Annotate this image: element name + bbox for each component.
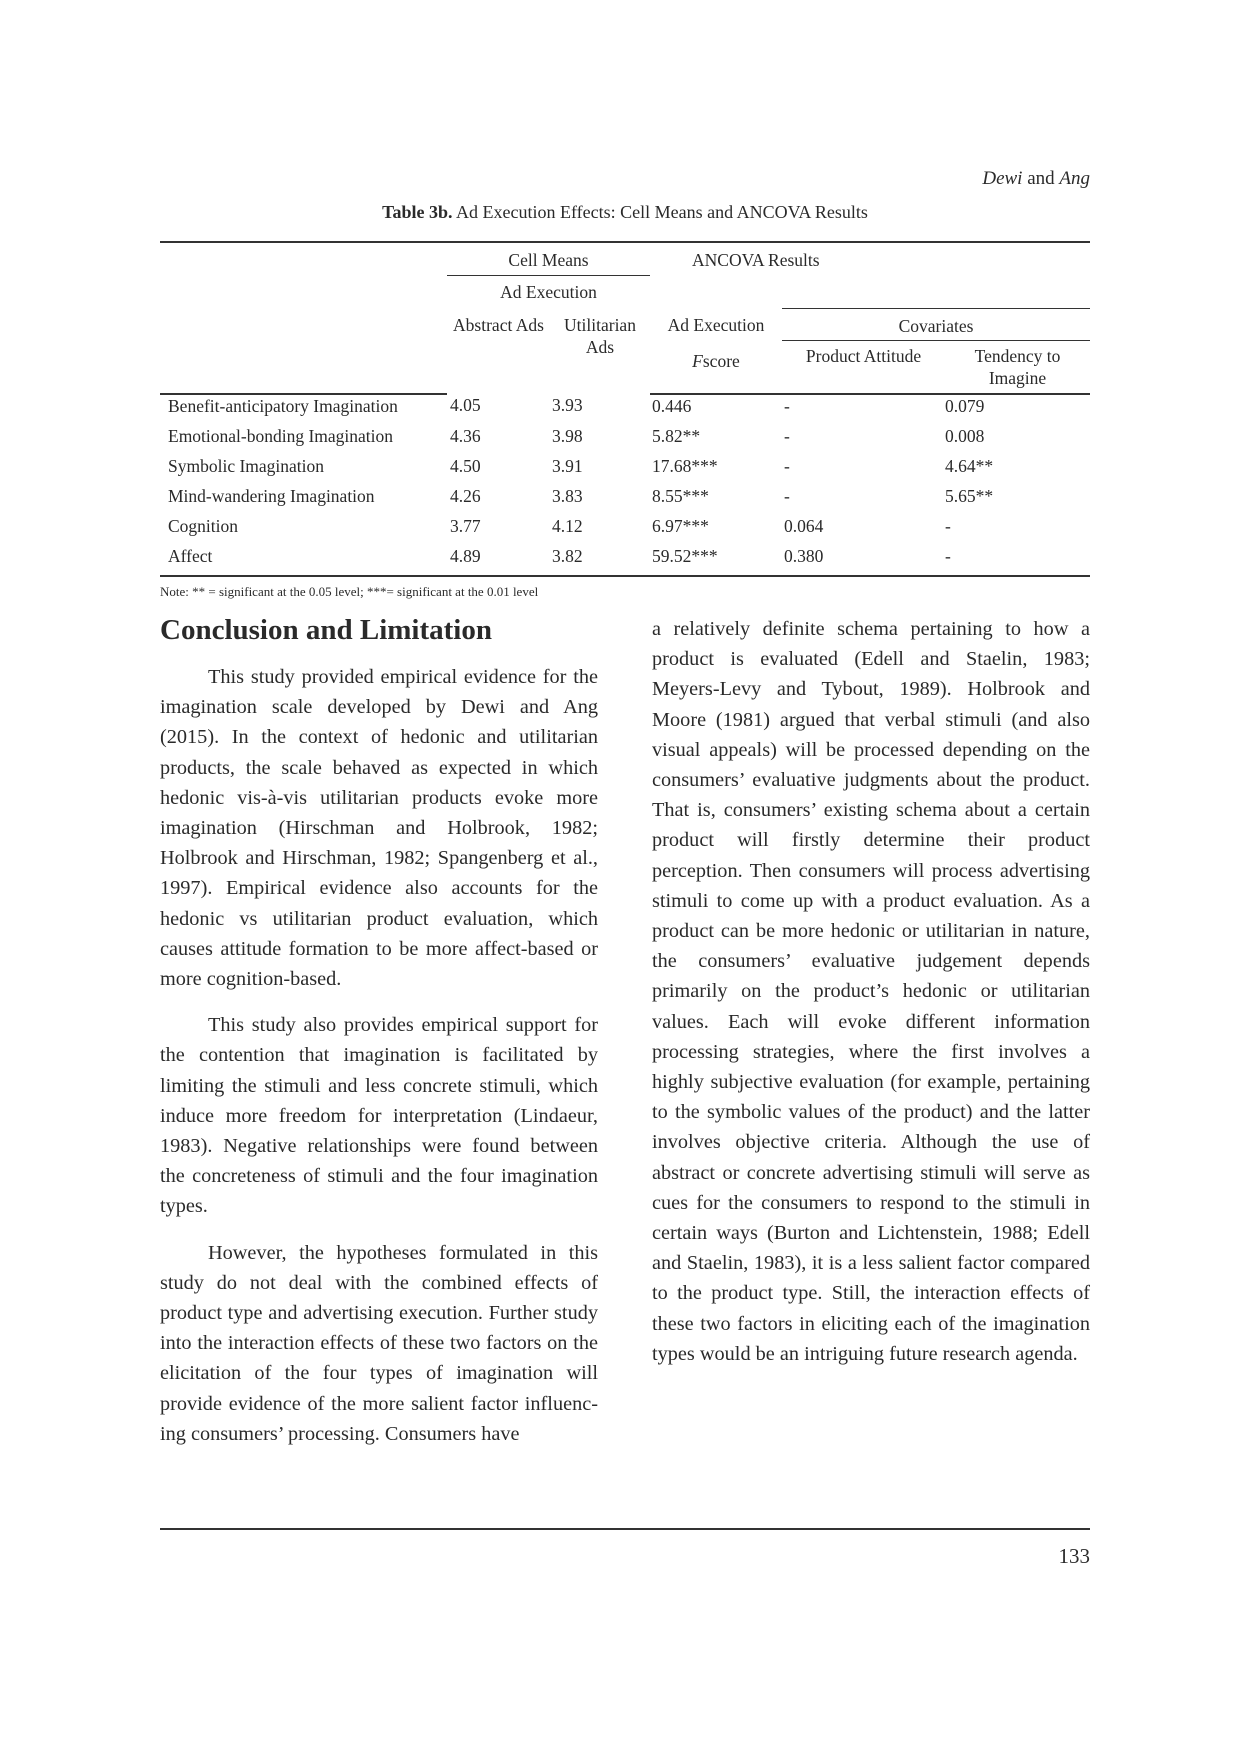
paragraph: a relatively definite schema pertaining to how a product is evaluated (Edell and Staelin, 1983; Meyers-Levy and Tybout, 1989). Holbrook and Moore (1981) argued that verbal stimuli (and also visual appeals) will be processed depending on the consumers’ evaluative judgments about the product. That is, consumers’ existing schema about a certain product will firstly determine their product perception. Then consumers will process advertising stimuli to come up with a product evaluation. As a product can be more hedonic or utilitarian in nature, the consumers’ evaluative judgement depends primarily on the product’s hedonic or utilitarian values. Each will evoke different information processing strategies, where the first involves a highly subjective evaluation (for example, pertaining to the symbolic values of the product) and the latter involves objective criteria. Although the use of abstract or concrete advertising stimuli will serve as cues for the consumers to respond to the stimuli in certain ways (Burton and Lichtenstein, 1988; Edell and Staelin, 1983), it is a less salient factor compared to the product type. Still, the interaction effects of these two factors in eliciting each of the imagination types would be an intriguing future research agenda. bbox=[652, 618, 1090, 1365]
header-author1: Dewi bbox=[982, 168, 1023, 189]
header-abstract-ads: Abstract Ads bbox=[453, 315, 544, 335]
table-caption bbox=[160, 202, 1090, 223]
left-column bbox=[160, 612, 598, 1465]
table-caption-label: Table 3b. bbox=[382, 202, 453, 222]
header-ad-execution-f: Ad Execution bbox=[667, 315, 765, 335]
table-row: Affect 4.89 3.82 59.52*** 0.380 - bbox=[160, 545, 1090, 576]
table-caption-text: Ad Execution Effects: Cell Means and ANCOVA Results bbox=[456, 202, 868, 222]
table-row: Benefit-anticipatory Imagination 4.05 3.93 0.446 - 0.079 bbox=[168, 394, 985, 416]
right-column bbox=[652, 614, 1090, 1385]
paragraph: However, the hypotheses formulated in this study do not deal with the combined effects of product type and advertising execution. Further study into the interaction effects of these two factors on the elicitation of the four types of imagination will provide evidence of the more salient factor influencing consumers’ processing. Consumers have bbox=[160, 1241, 598, 1445]
running-header bbox=[160, 168, 1090, 190]
paragraph: This study provided empirical evidence for the imagination scale developed by Dewi and Ang (2015). In the context of hedonic and utilitarian products, the scale behaved as expected in which hedonic vis-à-vis utilitarian products evoke more imagination (Hirschman and Holbrook, 1982; Holbrook and Hirschman, 1982; Spangenberg et al., 1997). Empirical evidence also accounts for the hedonic vs utilitarian product evaluation, which causes attitude formation to be more affect-based or more cognition-based. bbox=[160, 666, 598, 991]
table-row: Emotional-bonding Imagination 4.36 3.98 5.82** - 0.008 bbox=[168, 425, 985, 446]
table-row: Symbolic Imagination 4.50 3.91 17.68*** - 4.64** bbox=[168, 455, 994, 476]
page-number: 133 bbox=[1058, 1544, 1090, 1568]
table-header-row-1 bbox=[160, 242, 1090, 276]
footer-rule bbox=[160, 1528, 1090, 1530]
header-product-attitude: Product Attitude bbox=[782, 340, 945, 394]
header-ancova: ANCOVA Results bbox=[692, 250, 820, 270]
table-header-row-3 bbox=[160, 308, 1090, 340]
header-fscore: Fscore bbox=[650, 340, 782, 394]
section-title: Conclusion and Limitation bbox=[160, 614, 492, 646]
header-covariates: Covariates bbox=[782, 308, 1090, 340]
table-note: Note: ** = significant at the 0.05 level; ***= significant at the 0.01 level bbox=[160, 584, 539, 599]
paragraph: This study also provides empirical support for the contention that imagination is facilitated by limiting the stimuli and less concrete stimuli, which induce more freedom for interpretation (Lindaeur, 1983). Negative relationships were found between the concreteness of stimuli and the four imagination types. bbox=[160, 1014, 598, 1218]
table-header-row-2 bbox=[160, 276, 1090, 309]
header-utilitarian-ads: Utilitarian Ads bbox=[564, 315, 636, 357]
header-tendency-to-imagine: Tendency to Imagine bbox=[945, 340, 1090, 394]
header-and: and bbox=[1027, 168, 1055, 189]
header-cell-means: Cell Means bbox=[447, 242, 650, 276]
results-table bbox=[160, 241, 1090, 577]
header-author2: Ang bbox=[1059, 168, 1090, 189]
table-row: Cognition 3.77 4.12 6.97*** 0.064 - bbox=[168, 515, 951, 536]
table-row: Mind-wandering Imagination 4.26 3.83 8.55*** - 5.65** bbox=[168, 485, 994, 506]
header-ad-execution: Ad Execution bbox=[500, 282, 597, 302]
